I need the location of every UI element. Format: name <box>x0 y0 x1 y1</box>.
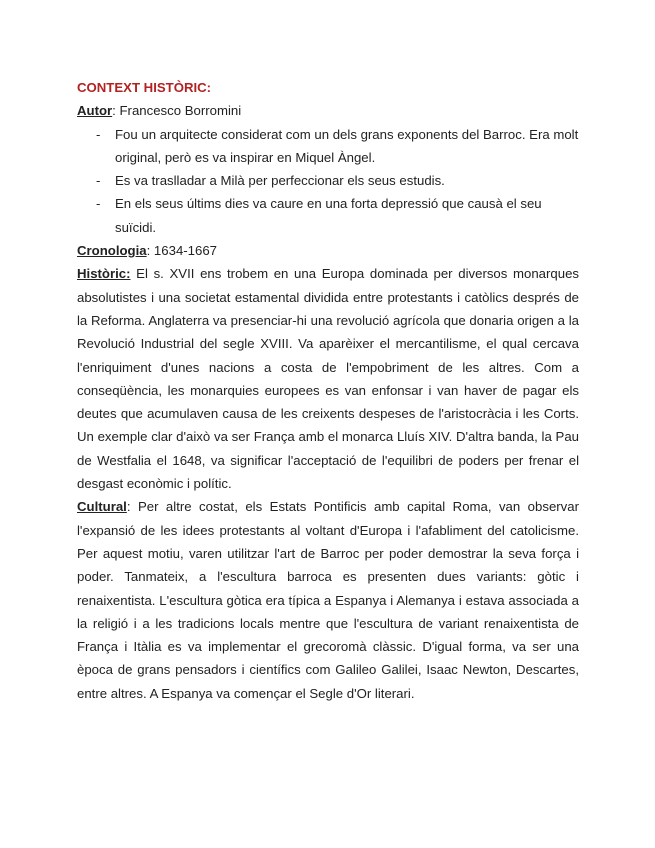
bullet-text: Es va traslladar a Milà per perfeccionar els seus estudis. <box>115 173 445 189</box>
historic-label: Històric: <box>77 266 131 282</box>
document-page <box>77 76 579 705</box>
cronologia-line <box>77 239 579 262</box>
bullet-text: En els seus últims dies va caure en una forta depressió que causà el seu suïcidi. <box>115 196 542 235</box>
cultural-text: : Per altre costat, els Estats Pontificis amb capital Roma, van observar l'expansió de les idees protestants al voltant d'Europa i l'afabliment del catolicisme. Per aquest motiu, varen utilitzar l'art de Barroc per poder demostrar la seva força i poder. Tanmateix, a l'escultura barroca es presenten dues variants: gòtic i renaixentista. L'escultura gòtica era típica a Espanya i Alemanya i estava associada a la religió i a les tradicions locals mentre que l'escultura de variant renaixentista de França i Itàlia es va implementar el grecoromà clàssic. D'igual forma, va ser una època de grans pensadors i científics com Galileo Galilei, Isaac Newton, Descartes, entre altres. A Espanya va començar el Segle d'Or literari. <box>77 499 579 701</box>
historic-text: El s. XVII ens trobem en una Europa dominada per diversos monarques absolutistes i una societat estamental dividida entre protestants i catòlics després de la Reforma. Anglaterra va presenciar-hi una revolució agrícola que donaria origen a la Revolució Industrial del segle XVIII. Va aparèixer el mercantilisme, el qual cercava l'enriquiment d'unes nacions a costa de l'empobriment de les altres. Com a conseqüència, les monarquies europees es van enfonsar i van haver de pagar els deutes que acumulaven causa de les creixents despeses de l'aristocràcia i les Corts. Un exemple clar d'això va ser França amb el monarca Lluís XIV. D'altra banda, la Pau de Westfalia el 1648, va significar l'acceptació de l'equilibri de poders per frenar el desgast econòmic i polític. <box>77 266 579 492</box>
bullet-dash: - <box>96 196 101 212</box>
cronologia-value: : 1634-1667 <box>146 243 218 259</box>
bullet-dash: - <box>96 173 101 189</box>
bullet-dash: - <box>96 126 101 142</box>
cultural-paragraph <box>77 495 579 705</box>
historic-paragraph <box>77 262 579 495</box>
autor-value: : Francesco Borromini <box>112 103 242 119</box>
cronologia-label: Cronologia <box>77 243 147 259</box>
autor-bullet-list <box>77 123 579 239</box>
cultural-label: Cultural <box>77 499 127 515</box>
autor-label: Autor <box>77 103 113 119</box>
list-item <box>77 169 579 192</box>
list-item <box>77 192 579 239</box>
autor-line <box>77 99 579 122</box>
section-heading: CONTEXT HISTÒRIC: <box>77 80 212 95</box>
list-item <box>77 123 579 170</box>
bullet-text: Fou un arquitecte considerat com un dels grans exponents del Barroc. Era molt original, però es va inspirar en Miquel Àngel. <box>115 126 579 165</box>
